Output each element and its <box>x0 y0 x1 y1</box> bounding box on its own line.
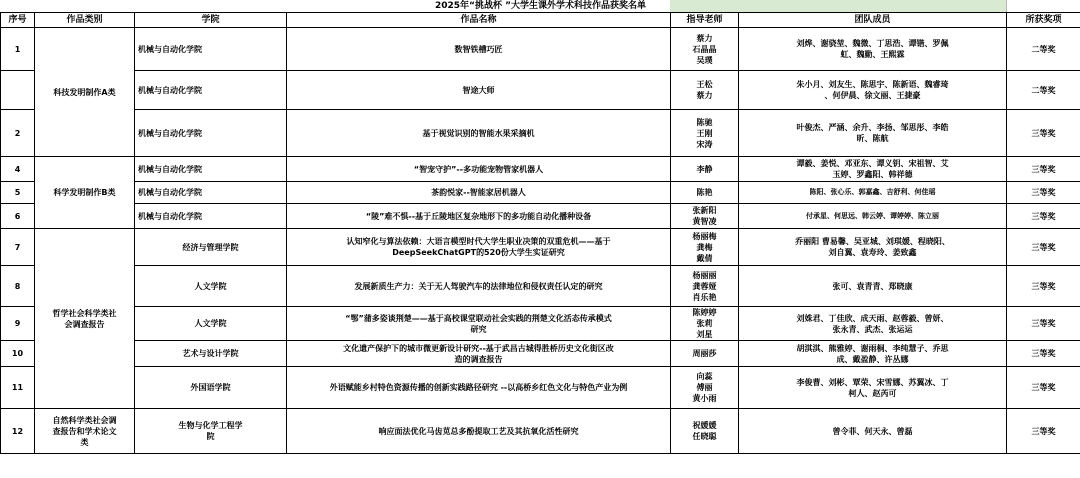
cell-team: 叶俊杰、严涵、余升、李扬、邹思彤、李皓 昕、陈航 <box>739 110 1007 157</box>
table-row <box>1 28 1080 71</box>
cell-award: 三等奖 <box>1007 409 1080 454</box>
cell-category: 科学发明制作B类 <box>35 157 135 229</box>
cell-team: 乔丽阳 曹易馨、吴亚城、刘琪媛、程晓阳、 刘自翼、袁寿玲、姜致鑫 <box>739 229 1007 266</box>
table-row <box>1 266 1080 307</box>
cell-team: 朱小月、刘友生、陈思宇、陈新语、魏睿琦 、何伊晨、徐文丽、王捷豪 <box>739 71 1007 110</box>
title-row <box>1 0 1080 13</box>
header-row <box>1 13 1080 28</box>
cell-award: 三等奖 <box>1007 229 1080 266</box>
cell-college: 机械与自动化学院 <box>135 71 287 110</box>
cell-work: 基于视觉识别的智能水果采摘机 <box>287 110 671 157</box>
cell-advisor: 陈艳 <box>671 182 739 204</box>
cell-team: 胡淇淇、熊雅婷、谢雨桐、李纯慧子、乔思 成、戴盈静、许丛娜 <box>739 341 1007 367</box>
cell-college: 机械与自动化学院 <box>135 28 287 71</box>
cell-team: 曾令菲、何天永、曾磊 <box>739 409 1007 454</box>
cell-seq: 7 <box>1 229 35 266</box>
cell-team: 张可、袁青青、郑晓康 <box>739 266 1007 307</box>
cell-award: 二等奖 <box>1007 71 1080 110</box>
header-seq: 序号 <box>1 13 35 28</box>
cell-work: 外语赋能乡村特色资源传播的创新实践路径研究 --以高桥乡红色文化与特色产业为例 <box>287 367 671 409</box>
cell-seq: 8 <box>1 266 35 307</box>
table-row <box>1 204 1080 229</box>
cell-advisor: 周丽莎 <box>671 341 739 367</box>
cell-advisor: 张新阳 黄智凌 <box>671 204 739 229</box>
cell-award: 三等奖 <box>1007 157 1080 182</box>
cell-seq <box>1 71 35 110</box>
cell-work: 文化遗产保护下的城市微更新设计研究--基于武昌古城得胜桥历史文化街区改 造的调查报告 <box>287 341 671 367</box>
header-advisor: 指导老师 <box>671 13 739 28</box>
table-row <box>1 71 1080 110</box>
cell-advisor: 杨丽梅 龚梅 戴倩 <box>671 229 739 266</box>
cell-work: 智途大师 <box>287 71 671 110</box>
table-row <box>1 110 1080 157</box>
sheet-title: 2025年“挑战杯 ”大学生课外学术科技作品获奖名单 <box>435 0 647 11</box>
cell-award: 三等奖 <box>1007 204 1080 229</box>
cell-advisor: 杨丽丽 龚蓉娅 肖乐艳 <box>671 266 739 307</box>
header-team: 团队成员 <box>739 13 1007 28</box>
cell-seq: 12 <box>1 409 35 454</box>
cell-work: “鄂”蒲多姿谈荆楚——基于高校课堂联动社会实践的荆楚文化活态传承模式 研究 <box>287 307 671 341</box>
table-row <box>1 341 1080 367</box>
cell-work: “陵”难不惧--基于丘陵地区复杂地形下的多功能自动化播种设备 <box>287 204 671 229</box>
table-row <box>1 367 1080 409</box>
cell-college: 生物与化学工程学 院 <box>135 409 287 454</box>
cell-team: 陈阳、张心乐、郭嘉鑫、吉舒利、何佳瑶 <box>739 182 1007 204</box>
cell-team: 刘姝君、丁佳欣、成天雨、赵蓉毅、曾妍、 张永青、武杰、张运运 <box>739 307 1007 341</box>
cell-advisor: 陈驰 王刚 宋涛 <box>671 110 739 157</box>
cell-award: 三等奖 <box>1007 367 1080 409</box>
header-work: 作品名称 <box>287 13 671 28</box>
table-row <box>1 182 1080 204</box>
cell-category: 哲学社会科学类社 会调查报告 <box>35 229 135 409</box>
cell-college: 经济与管理学院 <box>135 229 287 266</box>
cell-college: 人文学院 <box>135 307 287 341</box>
cell-seq: 1 <box>1 28 35 71</box>
cell-seq: 5 <box>1 182 35 204</box>
cell-college: 人文学院 <box>135 266 287 307</box>
cell-advisor: 向蕊 傅丽 黄小雨 <box>671 367 739 409</box>
cell-seq: 11 <box>1 367 35 409</box>
cell-award: 三等奖 <box>1007 110 1080 157</box>
cell-college: 艺术与设计学院 <box>135 341 287 367</box>
cell-seq: 6 <box>1 204 35 229</box>
cell-team: 付承星、何思远、韩云婷、谭婷婷、陈立丽 <box>739 204 1007 229</box>
cell-work: “智宠守护”--多功能宠物管家机器人 <box>287 157 671 182</box>
cell-work: 认知窄化与算法依赖：大语言模型时代大学生职业决策的双重危机——基于 DeepSeekChatGPT的520份大学生实证研究 <box>287 229 671 266</box>
cell-seq: 9 <box>1 307 35 341</box>
cell-award: 三等奖 <box>1007 182 1080 204</box>
cell-college: 机械与自动化学院 <box>135 182 287 204</box>
cell-team: 谭毅、姜悦、邓亚东、谭义钥、宋祖智、艾 玉婷、罗鑫阳、韩祥德 <box>739 157 1007 182</box>
cell-college: 外国语学院 <box>135 367 287 409</box>
cell-advisor: 李静 <box>671 157 739 182</box>
cell-college: 机械与自动化学院 <box>135 157 287 182</box>
cell-advisor: 祝媛媛 任晓聪 <box>671 409 739 454</box>
header-college: 学院 <box>135 13 287 28</box>
cell-seq: 10 <box>1 341 35 367</box>
cell-work: 数智铁槽巧匠 <box>287 28 671 71</box>
cell-college: 机械与自动化学院 <box>135 204 287 229</box>
table-row <box>1 409 1080 454</box>
header-award: 所获奖项 <box>1007 13 1080 28</box>
cell-award: 三等奖 <box>1007 307 1080 341</box>
cell-advisor: 蔡力 石晶晶 吴璞 <box>671 28 739 71</box>
table-row <box>1 307 1080 341</box>
cell-seq: 2 <box>1 110 35 157</box>
cell-category: 科技发明制作A类 <box>35 28 135 157</box>
cell-work: 茶韵悦家--智能家居机器人 <box>287 182 671 204</box>
cell-college: 机械与自动化学院 <box>135 110 287 157</box>
cell-work: 发展新质生产力：关于无人驾驶汽车的法律地位和侵权责任认定的研究 <box>287 266 671 307</box>
cell-team: 刘烨、谢骁堃、魏微、丁思浩、谭锴、罗佩 虹、魏勤、王熙霖 <box>739 28 1007 71</box>
header-category: 作品类别 <box>35 13 135 28</box>
cell-award: 三等奖 <box>1007 266 1080 307</box>
cell-advisor: 王松 蔡力 <box>671 71 739 110</box>
cell-advisor: 陈婷婷 张莉 刘星 <box>671 307 739 341</box>
cell-work: 响应面法优化马齿苋总多酚提取工艺及其抗氧化活性研究 <box>287 409 671 454</box>
cell-award: 三等奖 <box>1007 341 1080 367</box>
cell-award: 二等奖 <box>1007 28 1080 71</box>
cell-seq: 4 <box>1 157 35 182</box>
table-row <box>1 157 1080 182</box>
cell-team: 李俊曹、刘彬、覃荣、宋雪娜、苏翼冰、丁 柯人、赵芮可 <box>739 367 1007 409</box>
cell-category: 自然科学类社会调 查报告和学术论文 类 <box>35 409 135 454</box>
table-row <box>1 229 1080 266</box>
